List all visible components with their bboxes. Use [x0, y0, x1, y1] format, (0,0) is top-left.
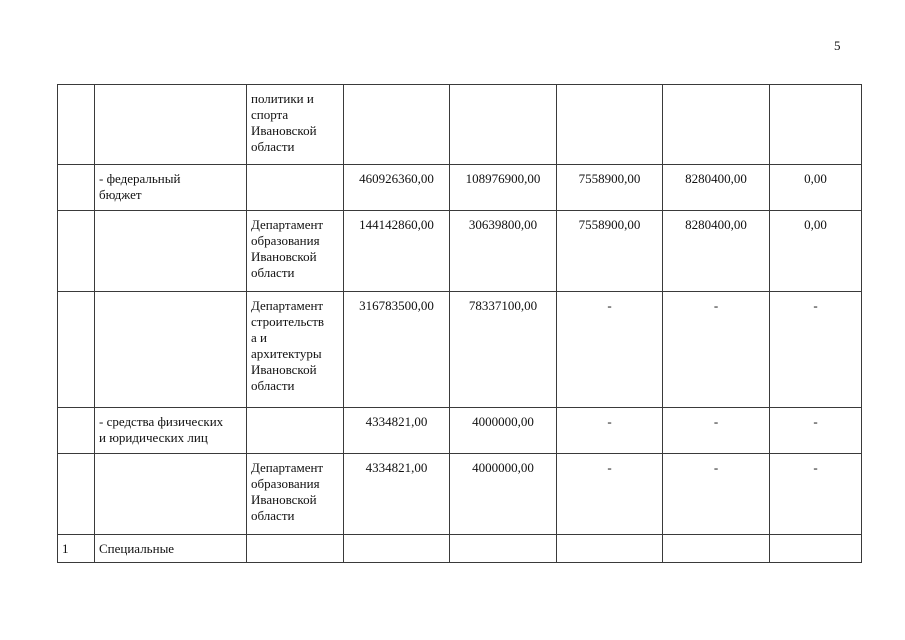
executor-cell [247, 535, 344, 563]
value-cell [344, 535, 450, 563]
row-index-cell [58, 292, 95, 408]
value-cell: 0,00 [770, 211, 862, 292]
table-row [58, 292, 862, 408]
value-cell: - [663, 454, 770, 535]
row-index-cell: 1 [58, 535, 95, 563]
value-cell [450, 535, 557, 563]
executor-cell: Департамент строительств а и архитектуры Ивановской области [247, 292, 344, 408]
executor-cell: Департамент образования Ивановской области [247, 211, 344, 292]
executor-cell: политики и спорта Ивановской области [247, 85, 344, 165]
value-cell: 4000000,00 [450, 454, 557, 535]
row-name-cell [95, 454, 247, 535]
value-cell: 8280400,00 [663, 165, 770, 211]
executor-cell [247, 165, 344, 211]
row-index-cell [58, 85, 95, 165]
table-row [58, 165, 862, 211]
value-cell: - [663, 292, 770, 408]
value-cell: 7558900,00 [557, 211, 663, 292]
value-cell: 4000000,00 [450, 408, 557, 454]
row-index-cell [58, 165, 95, 211]
value-cell [663, 85, 770, 165]
value-cell: 108976900,00 [450, 165, 557, 211]
table-row [58, 408, 862, 454]
value-cell [663, 535, 770, 563]
value-cell: 4334821,00 [344, 454, 450, 535]
value-cell: - [770, 454, 862, 535]
value-cell: - [557, 408, 663, 454]
value-cell: - [557, 454, 663, 535]
value-cell [557, 535, 663, 563]
executor-cell [247, 408, 344, 454]
table-row [58, 85, 862, 165]
row-name-cell [95, 85, 247, 165]
value-cell [450, 85, 557, 165]
row-index-cell [58, 211, 95, 292]
row-name-cell: - федеральный бюджет [95, 165, 247, 211]
row-name-cell [95, 292, 247, 408]
value-cell: 460926360,00 [344, 165, 450, 211]
table-row [58, 211, 862, 292]
row-name-cell [95, 211, 247, 292]
value-cell: 4334821,00 [344, 408, 450, 454]
value-cell [557, 85, 663, 165]
value-cell: - [663, 408, 770, 454]
value-cell: 8280400,00 [663, 211, 770, 292]
budget-table [57, 84, 862, 563]
value-cell: - [770, 408, 862, 454]
row-name-cell: Специальные [95, 535, 247, 563]
value-cell: 0,00 [770, 165, 862, 211]
value-cell: 30639800,00 [450, 211, 557, 292]
value-cell: 78337100,00 [450, 292, 557, 408]
row-index-cell [58, 408, 95, 454]
value-cell: 7558900,00 [557, 165, 663, 211]
value-cell: - [557, 292, 663, 408]
table-row [58, 535, 862, 563]
value-cell: 144142860,00 [344, 211, 450, 292]
value-cell [770, 535, 862, 563]
value-cell [344, 85, 450, 165]
value-cell: 316783500,00 [344, 292, 450, 408]
value-cell [770, 85, 862, 165]
row-index-cell [58, 454, 95, 535]
row-name-cell: - средства физических и юридических лиц [95, 408, 247, 454]
table-row [58, 454, 862, 535]
page-number: 5 [834, 38, 841, 53]
value-cell: - [770, 292, 862, 408]
executor-cell: Департамент образования Ивановской области [247, 454, 344, 535]
